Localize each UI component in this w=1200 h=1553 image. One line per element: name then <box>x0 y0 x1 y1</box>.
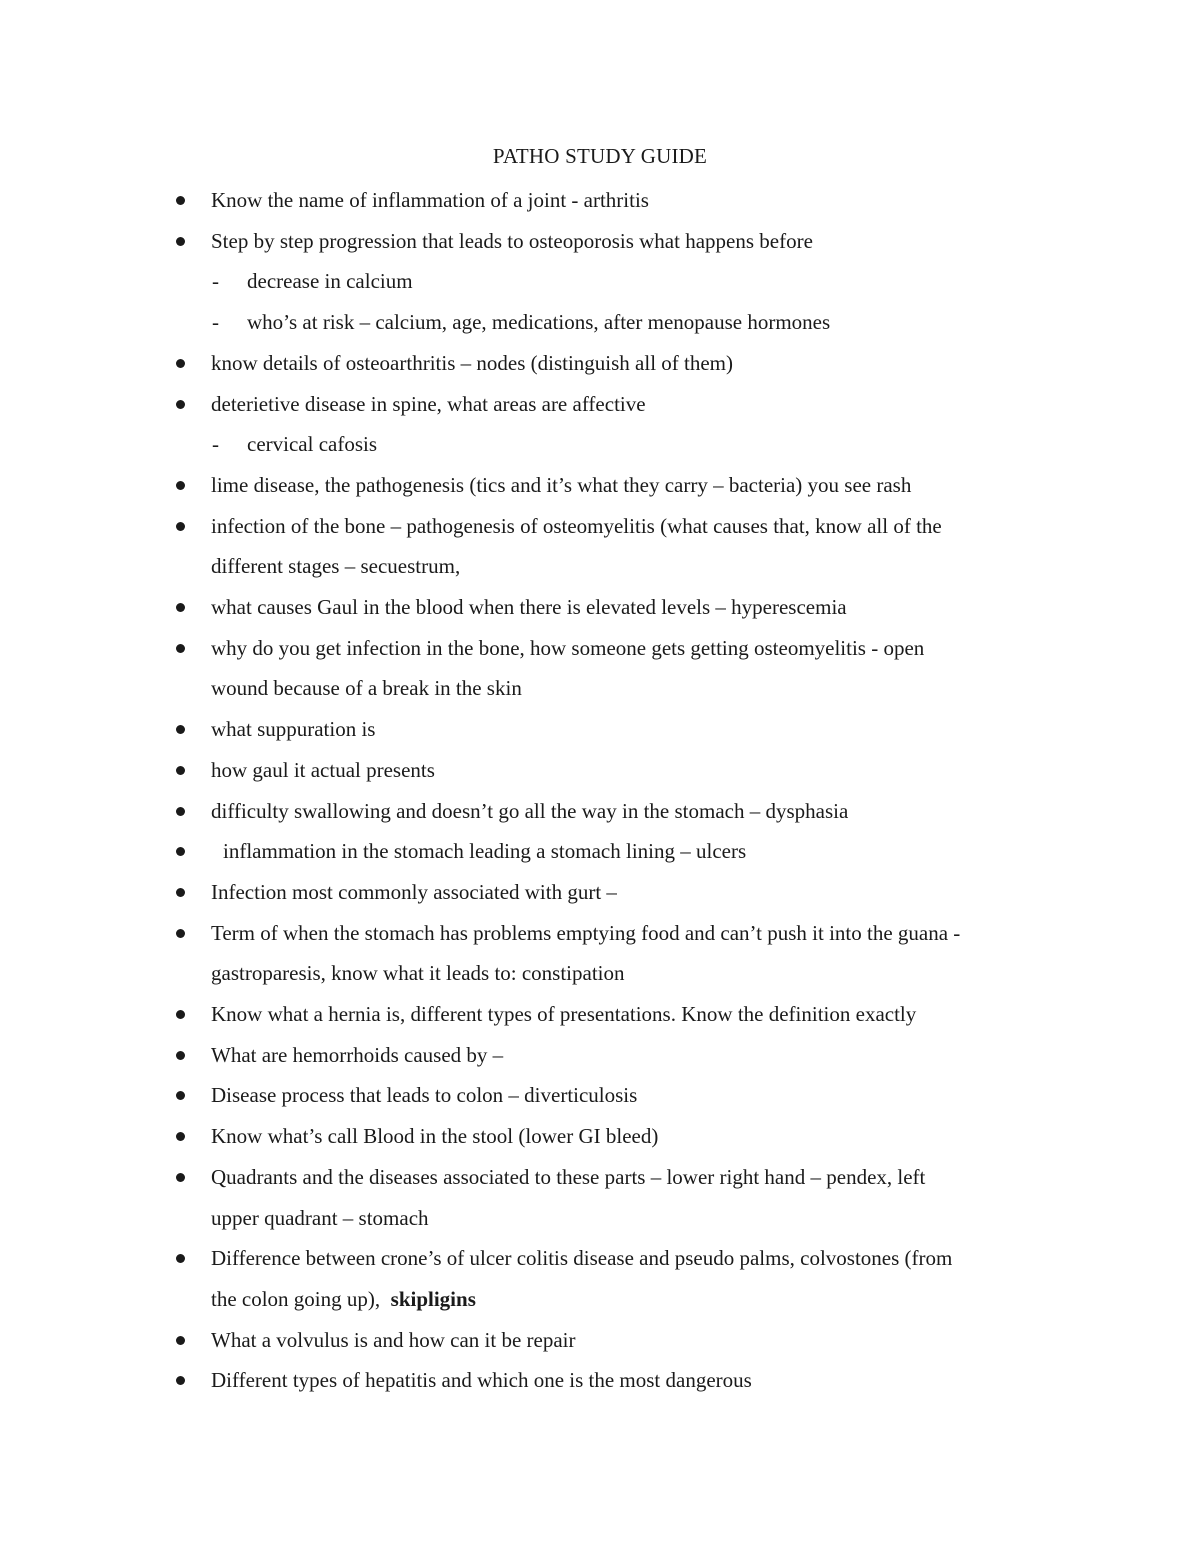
list-item-text: upper quadrant – stomach <box>211 1205 429 1230</box>
bullet-icon <box>176 196 185 205</box>
list-item <box>172 872 1072 913</box>
list-item-text: Infection most commonly associated with gurt – <box>211 879 617 904</box>
list-item <box>172 1360 1072 1401</box>
bullet-icon <box>176 929 185 938</box>
list-item <box>172 628 1072 709</box>
list-item-text: the colon going up), skipligins <box>211 1286 476 1311</box>
list-item <box>172 587 1072 628</box>
bullet-icon <box>176 847 185 856</box>
sub-list-item-text: who’s at risk – calcium, age, medications, after menopause hormones <box>247 310 831 335</box>
list-item-text: infection of the bone – pathogenesis of osteomyelitis (what causes that, know all of the <box>211 513 942 538</box>
list-item-text: Different types of hepatitis and which one is the most dangerous <box>211 1368 752 1393</box>
dash-marker: - <box>212 310 219 335</box>
bullet-icon <box>176 766 185 775</box>
bullet-icon <box>176 237 185 246</box>
list-item-text: deterietive disease in spine, what areas are affective <box>211 391 646 416</box>
bullet-icon <box>176 888 185 897</box>
list-item-text: gastroparesis, know what it leads to: constipation <box>211 961 625 986</box>
list-item <box>172 791 1072 832</box>
list-item-text: Disease process that leads to colon – diverticulosis <box>211 1083 638 1108</box>
list-item-text: What a volvulus is and how can it be repair <box>211 1327 576 1352</box>
list-item <box>172 506 1072 587</box>
bullet-icon <box>176 603 185 612</box>
list-item-text: what causes Gaul in the blood when there is elevated levels – hyperescemia <box>211 595 847 620</box>
sub-list-item <box>172 424 1072 465</box>
bullet-icon <box>176 1254 185 1263</box>
list-item <box>172 709 1072 750</box>
list-item-text: how gaul it actual presents <box>211 757 435 782</box>
sub-list-item <box>172 261 1072 302</box>
study-guide-list <box>172 180 1072 1401</box>
list-item-text: wound because of a break in the skin <box>211 676 522 701</box>
list-item <box>172 1035 1072 1076</box>
bullet-icon <box>176 522 185 531</box>
bullet-icon <box>176 481 185 490</box>
list-item-text: Quadrants and the diseases associated to these parts – lower right hand – pendex, left <box>211 1164 926 1189</box>
bullet-icon <box>176 644 185 653</box>
list-item-text: What are hemorrhoids caused by – <box>211 1042 504 1067</box>
bullet-icon <box>176 400 185 409</box>
list-item <box>172 1116 1072 1157</box>
sub-list-item <box>172 302 1072 343</box>
list-item-text: lime disease, the pathogenesis (tics and it’s what they carry – bacteria) you see rash <box>211 472 912 497</box>
bullet-icon <box>176 1336 185 1345</box>
dash-marker: - <box>212 432 219 457</box>
list-item-text: why do you get infection in the bone, how someone gets getting osteomyelitis - open <box>211 635 925 660</box>
list-item <box>172 831 1072 872</box>
list-item-text: different stages – secuestrum, <box>211 554 461 579</box>
list-item-text: Know what a hernia is, different types of presentations. Know the definition exactly <box>211 1002 917 1027</box>
bullet-icon <box>176 725 185 734</box>
list-item <box>172 913 1072 994</box>
list-item <box>172 1320 1072 1361</box>
list-item <box>172 180 1072 221</box>
bullet-icon <box>176 1173 185 1182</box>
list-item <box>172 343 1072 384</box>
sub-list-item-text: decrease in calcium <box>247 269 413 294</box>
page-title: PATHO STUDY GUIDE <box>492 144 708 168</box>
list-item-text: difficulty swallowing and doesn’t go all the way in the stomach – dysphasia <box>211 798 849 823</box>
list-item <box>172 384 1072 425</box>
bullet-icon <box>176 1010 185 1019</box>
list-item <box>172 1075 1072 1116</box>
list-item-text: Term of when the stomach has problems emptying food and can’t push it into the guana - <box>211 920 961 945</box>
dash-marker: - <box>212 269 219 294</box>
list-item <box>172 465 1072 506</box>
bullet-icon <box>176 807 185 816</box>
bullet-icon <box>176 1051 185 1060</box>
bullet-icon <box>176 1376 185 1385</box>
sub-list-item-text: cervical cafosis <box>247 432 378 457</box>
list-item <box>172 221 1072 262</box>
bullet-icon <box>176 1091 185 1100</box>
list-item-text: know details of osteoarthritis – nodes (distinguish all of them) <box>211 350 734 375</box>
bullet-icon <box>176 1132 185 1141</box>
list-item <box>172 994 1072 1035</box>
list-item-text: Know what’s call Blood in the stool (lower GI bleed) <box>211 1124 659 1149</box>
list-item-text: inflammation in the stomach leading a stomach lining – ulcers <box>223 839 747 864</box>
list-item <box>172 750 1072 791</box>
list-item <box>172 1238 1072 1319</box>
list-item-text: Know the name of inflammation of a joint - arthritis <box>211 188 649 212</box>
list-item-text: Step by step progression that leads to osteoporosis what happens before <box>211 228 813 253</box>
bold-term: skipligins <box>390 1286 476 1311</box>
list-item-text: Difference between crone’s of ulcer colitis disease and pseudo palms, colvostones (from <box>211 1246 953 1271</box>
bullet-icon <box>176 359 185 368</box>
list-item <box>172 1157 1072 1238</box>
list-item-text: what suppuration is <box>211 717 376 742</box>
